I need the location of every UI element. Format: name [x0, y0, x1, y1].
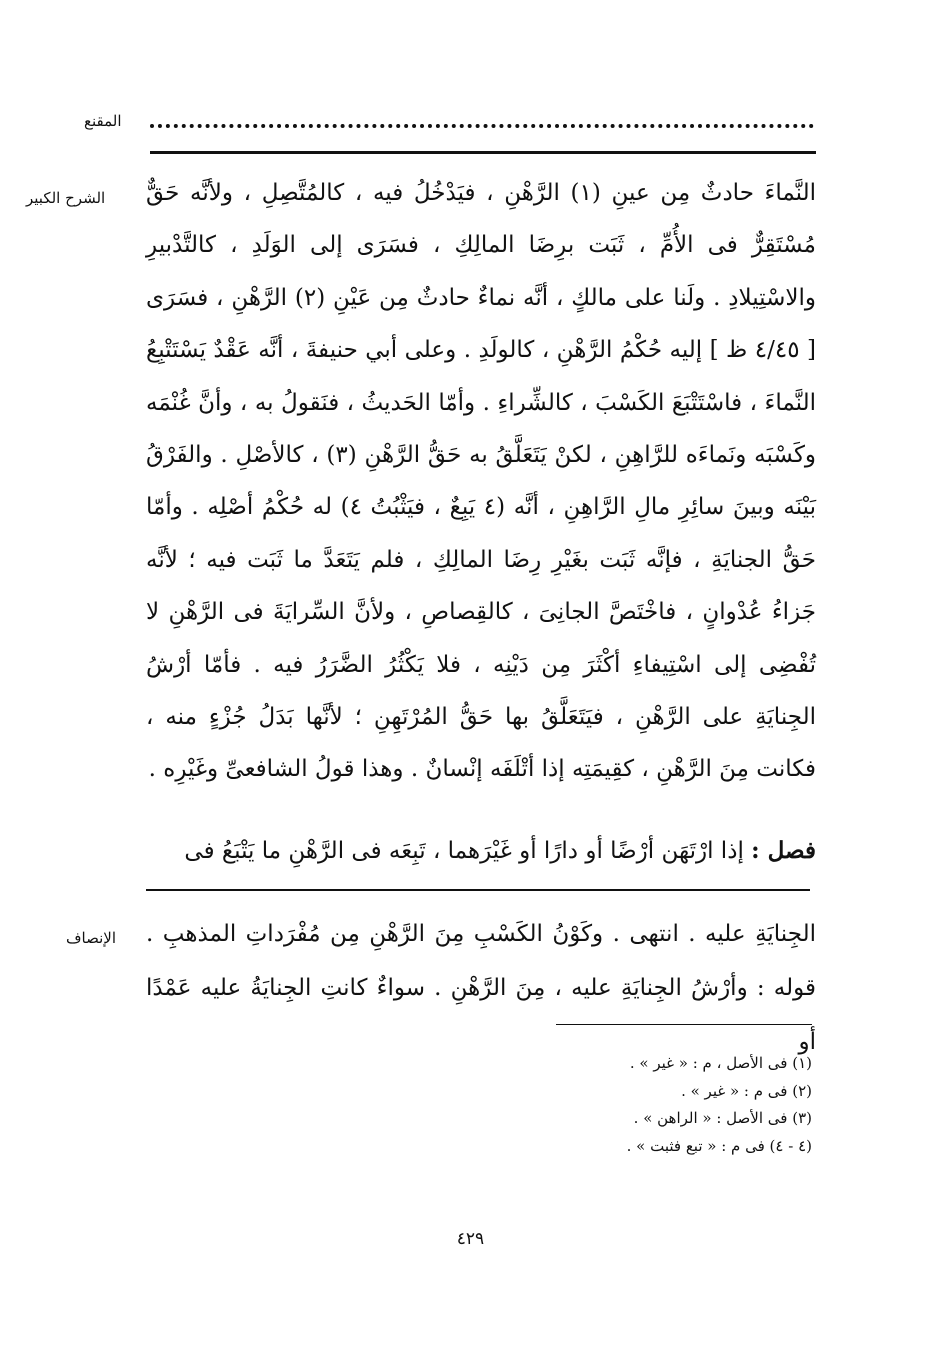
sharh-body-text: النَّماءَ حادثٌ مِن عينِ (١) الرَّهْنِ ، فيَدْخُلُ فيه ، كالمُتَّصِلِ ، ولأنَّه حَقٌّ مُسْتَقِرٌّ فى الأُمِّ ، ثَبَت برِضَا المالِكِ ، فسَرَى إلى الوَلَدِ ، كالتَّدْبيرِ والاسْتِيلادِ . ولَنا على مالكٍ ، أنَّه نماءٌ حادثٌ مِن عَيْنِ (٢) الرَّهْنِ ، فسَرَى [ ٤/٤٥ ظ ] إليه حُكْمُ الرَّهْنِ ، كالولَدِ . وعلى أبي حنيفةَ ، أنَّه عَقْدٌ يَسْتَتْبِعُ النَّماءَ ، فاسْتَتْبَعَ الكَسْبَ ، كالشِّراءِ . وأمّا الحَديثُ ، فنَقولُ به ، وأنَّ غُنْمَه وكَسْبَه ونَماءَه للرَّاهِنِ ، لكنْ يَتَعَلَّقُ به حَقُّ الرَّهْنِ (٣) ، كالأصْلِ . والفَرْقُ بَيْنَه وبينَ سائِرِ مالِ الرَّاهِنِ ، أنَّه (٤ يَبِعٌ ، فيَثْبُتُ ٤) له حُكْمُ أصْلِه . وأمّا حَقُّ الجنايَةِ ، فإنَّه ثَبَت بغَيْرِ رِضَا المالِكِ ، فلم يَتَعَدَّ ما ثَبَت فيه ؛ لأنَّه جَزاءُ عُدْوانٍ ، فاخْتَصَّ الجانِىَ ، كالقِصاصِ ، ولأنَّ السِّرايَةَ فى الرَّهْنِ لا تُفْضِى إلى اسْتِيفاءِ أكْثَرَ مِن دَيْنِه ، فلا يَكْثُرُ الضَّرَرُ فيه . فأمّا أرْشُ الجِنايَةِ على الرَّهْنِ ، فيَتَعَلَّقُ بها حَقُّ المُرْتَهِنِ ؛ لأنَّها بَدَلُ جُزْءٍ منه ، فكانت مِنَ الرَّهْنِ ، كقِيمَتِه إذا أتْلَفَه إنْسانٌ . وهذا قولُ الشافعىِّ وغَيْرِه .: [146, 180, 817, 783]
header-dotted-leader: [150, 114, 814, 128]
section-label-insaf: الإنصاف: [66, 929, 117, 947]
footnote-1: (١) فى الأصل ، م : « غير » .: [629, 1054, 812, 1072]
fasl-heading: فصل :: [751, 837, 816, 864]
insaf-body-text: الجِنايَةِ عليه . انتهى . وكَوْنُ الكَسْبِ مِنَ الرَّهْنِ مِن مُفْرَداتِ المذهبِ . قوله : وأرْشُ الجِنايَةِ عليه ، مِنَ الرَّهْنِ . سواءٌ كانتِ الجِنايَةُ عليه عَمْدًا أو: [146, 921, 816, 1055]
fasl-paragraph: [146, 825, 816, 877]
footnote-rule: [556, 1024, 812, 1025]
page-number: ٤٢٩: [456, 1229, 485, 1249]
section-label-sharh: الشرح الكبير: [26, 189, 106, 207]
footnote-3: (٣) فى الأصل : « الراهن » .: [633, 1109, 812, 1127]
footnote-4: (٤ - ٤) فى م : « تبع فثبت » .: [626, 1136, 812, 1155]
footnote-2: (٢) فى م : « غير » .: [681, 1081, 812, 1100]
section-divider: [146, 889, 810, 891]
footnotes: [400, 1050, 812, 1160]
fasl-text: إذا ارْتَهَن أرْضًا أو دارًا أو غَيْرَهما ، تَبِعَه فى الرَّهْنِ ما يَتْبَعُ فى: [184, 838, 752, 864]
header-rule: [150, 151, 816, 154]
running-header-title: المقنع: [84, 112, 122, 130]
